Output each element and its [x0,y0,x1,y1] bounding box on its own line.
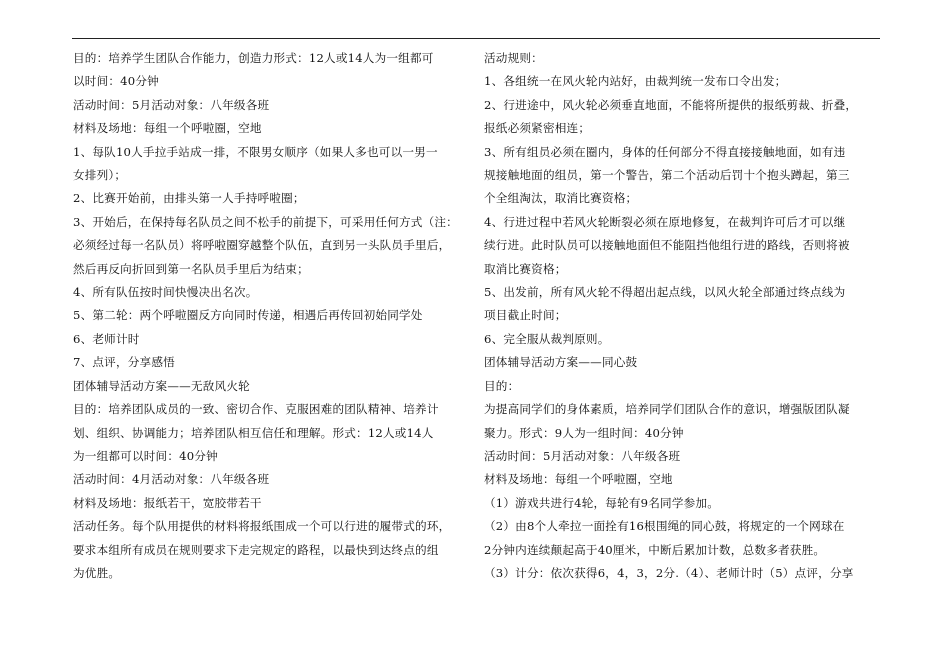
left-column-line: 必须经过每一名队员）将呼啦圈穿越整个队伍，直到另一头队员手里后， [73,238,451,253]
left-column-line: 为一组都可以时间：40分钟 [73,448,218,463]
right-column-line: 续行进。此时队员可以接触地面但不能阻挡他组行进的路线，否则将被 [484,238,850,253]
left-column-line: 6、老师计时 [73,331,140,346]
right-column-line: 2、行进途中，风火轮必须垂直地面，不能将所提供的报纸剪裁、折叠， [484,97,858,112]
right-column-line: 目的： [484,378,520,393]
right-column-line: 1、各组统一在风火轮内站好，由裁判统一发布口令出发； [484,74,787,89]
right-column-line: （2）由8个人牵拉一面拴有16根围绳的同心鼓，将规定的一个网球在 [484,519,845,534]
left-text-column [73,47,473,585]
left-column-line: 材料及场地：每组一个呼啦圈，空地 [73,121,262,136]
right-text-column [484,47,880,585]
right-column-line: 项目截止时间； [484,308,567,323]
left-column-line: 目的：培养学生团队合作能力，创造力形式：12人或14人为一组都可 [73,51,434,65]
right-column-line: 报纸必须紧密相连； [484,121,591,136]
right-column-line: （3）计分：依次获得6，4，3，2分.（4）、老师计时（5）点评，分享 [484,565,854,580]
left-column-line: 为优胜。 [73,565,121,580]
left-column-line: 活动任务。每个队用提供的材料将报纸围成一个可以行进的履带式的环， [73,519,451,534]
left-column-line: 7、点评，分享感悟 [73,355,175,370]
left-column-line: 划、组织、协调能力；培养团队相互信任和理解。形式：12人或14人 [73,425,434,440]
left-column-line: 团体辅导活动方案——无敌风火轮 [73,378,250,393]
right-column-line: 团体辅导活动方案——同心鼓 [484,355,638,370]
right-column-line: 为提高同学们的身体素质，培养同学们团队合作的意识，增强版团队凝 [484,402,850,417]
left-column-line: 3、开始后，在保持每名队员之间不松手的前提下，可采用任何方式（注： [73,214,458,229]
left-column-line: 4、所有队伍按时间快慢决出名次。 [73,285,258,300]
right-column-line: 2分钟内连续颠起高于40厘米，中断后累加计数，总数多者获胜。 [484,542,826,557]
left-column-line: 1、每队10人手拉手站成一排，不限男女顺序（如果人多也可以一男一 [73,144,438,159]
left-column-line: 要求本组所有成员在规则要求下走完规定的路程，以最快到达终点的组 [73,542,439,557]
right-column-line: 取消比赛资格； [484,261,567,276]
right-column-line: 聚力。形式：9人为一组时间：40分钟 [484,425,684,440]
left-column-line: 2、比赛开始前，由排头第一人手持呼啦圈； [73,191,305,206]
right-column-line: 6、完全服从裁判原则。 [484,331,610,346]
left-column-line: 5、第二轮：两个呼啦圈反方向同时传递，相遇后再传回初始同学处 [73,308,423,323]
left-column-line: 目的：培养团队成员的一致、密切合作、克服困难的团队精神、培养计 [73,402,439,417]
left-column-line: 女排列）； [73,168,127,183]
right-column-line: 材料及场地：每组一个呼啦圈，空地 [484,472,673,487]
left-column-line: 然后再反向折回到第一名队员手里后为结束； [73,261,309,276]
right-column-line: 活动规则： [484,51,543,65]
header-rule [72,38,880,39]
left-column-line: 活动时间：4月活动对象：八年级各班 [73,472,270,487]
right-column-line: 规接触地面的组员，第一个警告，第二个活动后罚十个抱头蹲起，第三 [484,168,850,183]
left-column-line: 活动时间：5月活动对象：八年级各班 [73,97,270,112]
left-column-line: 以时间：40分钟 [73,74,159,89]
right-column-line: 5、出发前，所有风火轮不得超出起点线，以风火轮全部通过终点线为 [484,285,846,300]
right-column-line: 3、所有组员必须在圈内，身体的任何部分不得直接接触地面，如有违 [484,144,846,159]
right-column-line: 活动时间：5月活动对象：八年级各班 [484,448,681,463]
right-column-line: 4、行进过程中若风火轮断裂必须在原地修复，在裁判许可后才可以继 [484,214,846,229]
right-column-line: （1）游戏共进行4轮，每轮有9名同学参加。 [484,495,720,510]
right-column-line: 个全组淘汰，取消比赛资格； [484,191,638,206]
left-column-line: 材料及场地：报纸若干，宽胶带若干 [73,495,262,510]
